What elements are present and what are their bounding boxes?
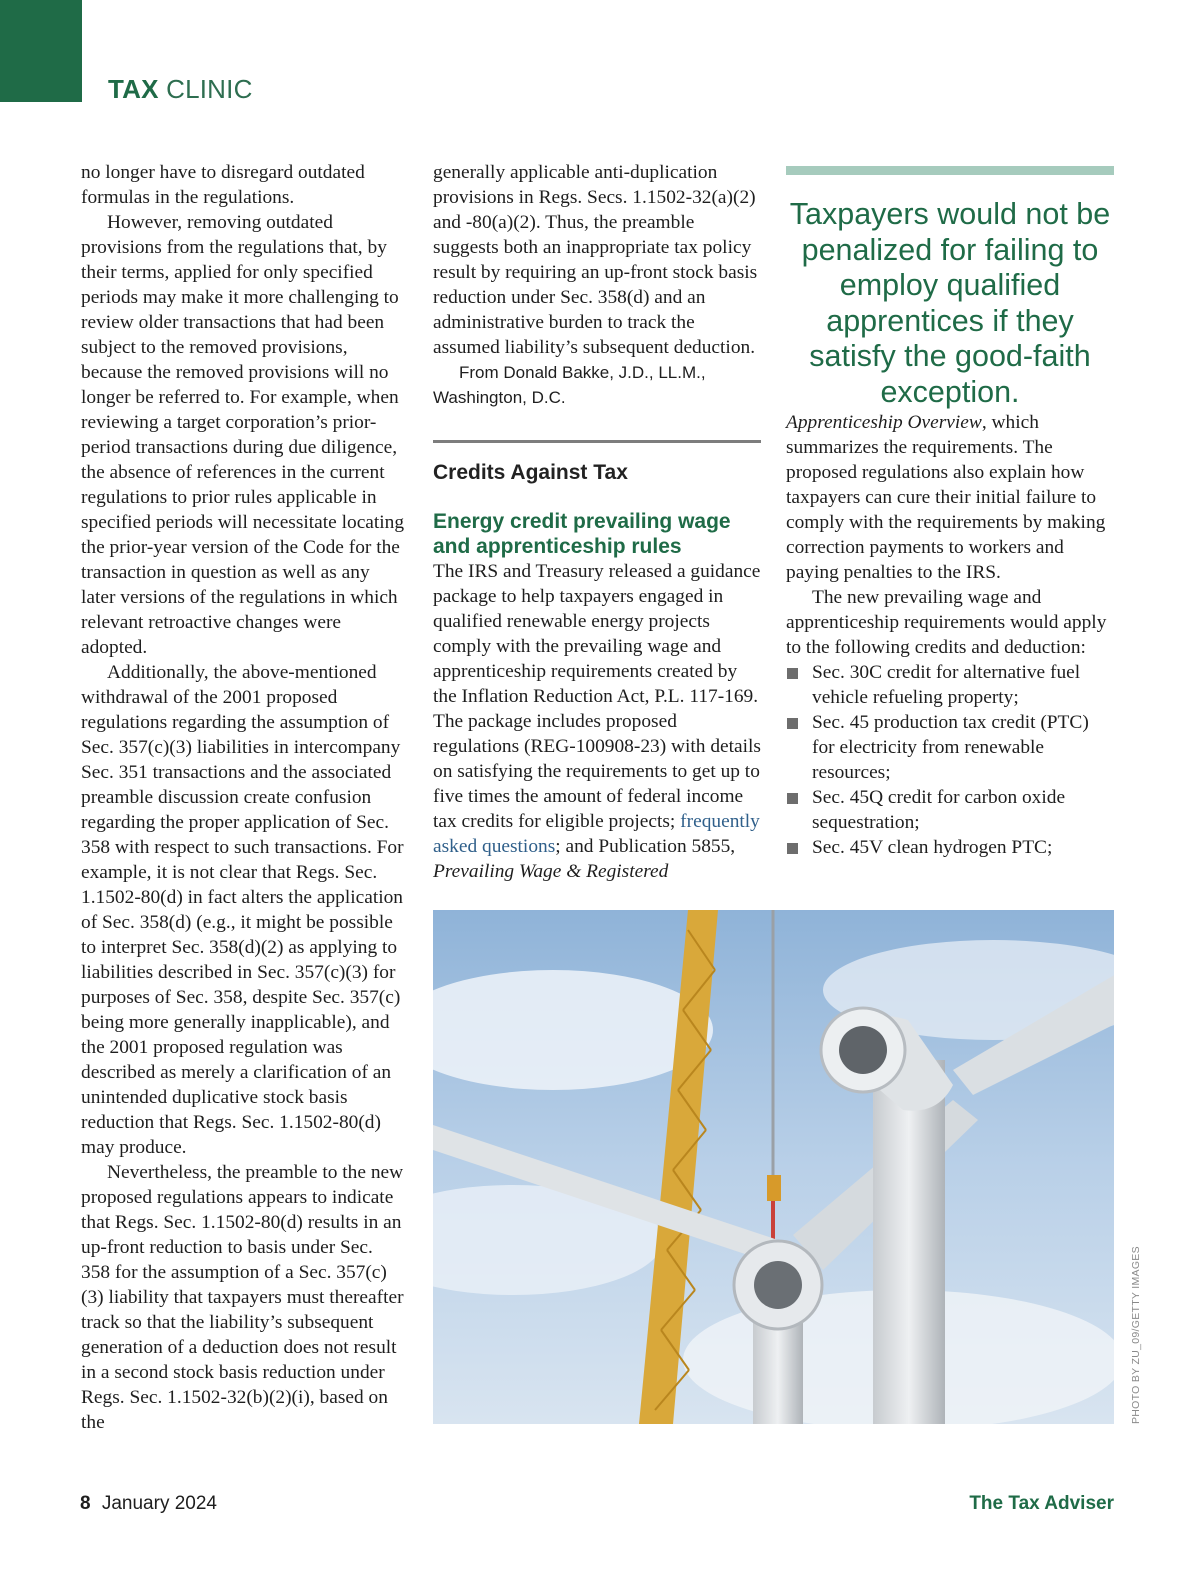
section-divider <box>433 440 761 443</box>
col3-paragraph-2: The new prevailing wage and apprenticeship requirements would apply to the following credits and deduction: <box>786 587 1107 658</box>
apprenticeship-overview-title: Apprenticeship Overview <box>786 412 982 433</box>
col1-paragraph-2: However, removing outdated provisions from the regulations that, by their terms, applied for only specified periods may make it more challenging to review older transactions that had been subject to the removed provisions, because the removed provisions will no longer be referred to. For example, when reviewing a target corporation’s prior-period transactions during due diligence, the absence of references in the current regulations to prior rules applicable in specified periods will necessitate locating the prior-year version of the Code for the transaction in question as well as any later versions of the regulations in which relevant retroactive changes were adopted. <box>81 212 405 658</box>
col1-paragraph-3: Additionally, the above-mentioned withdrawal of the 2001 proposed regulations regarding the assumption of Sec. 357(c)(3) liabilities in intercompany Sec. 351 transactions and the associated preamble discussion create confusion regarding the proper application of Sec. 358 with respect to such transactions. For example, it is not clear that Regs. Sec. 1.1502-80(d) in fact alters the application of Sec. 358(d) (e.g., it might be possible to interpret Sec. 358(d)(2) as applying to liabilities described in Sec. 357(c)(3) for purposes of Sec. 358, despite Sec. 357(c) being more generally inapplicable), and the 2001 proposed regulation was described as merely a clarification of an unintended duplicative stock basis reduction that Regs. Sec. 1.1502-80(d) may produce. <box>81 662 404 1158</box>
list-item: Sec. 30C credit for alternative fuel vehicle refueling property; <box>786 660 1114 710</box>
page-number: 8 <box>80 1493 91 1514</box>
turbine-tower <box>873 1060 945 1424</box>
list-item: Sec. 45 production tax credit (PTC) for electricity from renewable resources; <box>786 710 1114 785</box>
col2-paragraph-2-text: The IRS and Treasury released a guidance package to help taxpayers engaged in qualified renewable energy projects comply with the prevailing wage and apprenticeship requirements created by the Inflation Reduction Act, P.L. 117-169. The package includes proposed regulations (REG-100908-23) with details on satisfying the requirements to get up to five times the amount of federal income tax credits for eligible projects; <box>433 561 761 832</box>
pull-quote: Taxpayers would not be penalized for failing to employ qualified apprentices if they satisfy the good-faith exception. <box>789 197 1111 409</box>
column-1 <box>81 160 406 1435</box>
col1-paragraph-4: Nevertheless, the preamble to the new proposed regulations appears to indicate that Regs. Sec. 1.1502-80(d) results in an up-front reduction to basis under Sec. 358 for the assumption of a Sec. 357(c)(3) liability that taxpayers must thereafter track so that the liability’s subsequent generation of a deduction does not result in a second stock basis reduction under Regs. Sec. 1.1502-32(b)(2)(i), based on the <box>81 1162 404 1433</box>
col2-paragraph-2-text-b: ; and Publication 5855, <box>555 836 736 857</box>
issue-date: January 2024 <box>101 1493 218 1514</box>
photo-credit: PHOTO BY ZU_09/GETTY IMAGES <box>1130 1246 1142 1424</box>
section-color-block <box>0 0 82 102</box>
publication-name: The Tax Adviser <box>969 1493 1114 1514</box>
col2-paragraph-2 <box>433 559 761 884</box>
section-header-strong: TAX <box>108 74 159 104</box>
section-header-light: CLINIC <box>166 74 253 104</box>
crane-hook <box>767 1175 781 1201</box>
col2-paragraph-1: generally applicable anti-duplication provisions in Regs. Secs. 1.1502-32(a)(2) and -80(a)(2). Thus, the preamble suggests both an inappropriate tax policy result by requiring an up-front stock basis reduction under Sec. 358(d) and an administrative burden to track the assumed liability’s subsequent deduction. <box>433 162 758 358</box>
wind-turbine-photo <box>433 910 1114 1424</box>
heading-credits-against-tax: Credits Against Tax <box>433 461 628 484</box>
list-item: Sec. 45V clean hydrogen PTC; <box>786 835 1114 860</box>
footer-page-info <box>80 1493 217 1515</box>
author-byline: From Donald Bakke, J.D., LL.M., <box>459 363 706 382</box>
author-location: Washington, D.C. <box>433 388 566 407</box>
faq-link[interactable]: frequently asked questions <box>433 811 760 857</box>
list-item: Sec. 45Q credit for carbon oxide sequestration; <box>786 785 1114 835</box>
column-3 <box>786 160 1114 860</box>
col3-paragraph-1-text: , which summarizes the requirements. The proposed regulations also explain how taxpayers can cure their initial failure to comply with the requirements by making correction payments to workers and paying penalties to the IRS. <box>786 412 1106 583</box>
col1-paragraph-1: no longer have to disregard outdated formulas in the regulations. <box>81 162 365 208</box>
pullquote-rule <box>786 166 1114 175</box>
publication-title: Prevailing Wage & Registered <box>433 861 669 882</box>
hub-top-inner <box>839 1026 887 1074</box>
heading-energy-credit: Energy credit prevailing wage and apprenticeship rules <box>433 510 731 558</box>
section-header <box>108 74 253 105</box>
col3-paragraph-1 <box>786 410 1114 585</box>
hub-bottom-inner <box>754 1261 802 1309</box>
credits-list <box>786 660 1114 860</box>
column-2 <box>433 160 761 884</box>
